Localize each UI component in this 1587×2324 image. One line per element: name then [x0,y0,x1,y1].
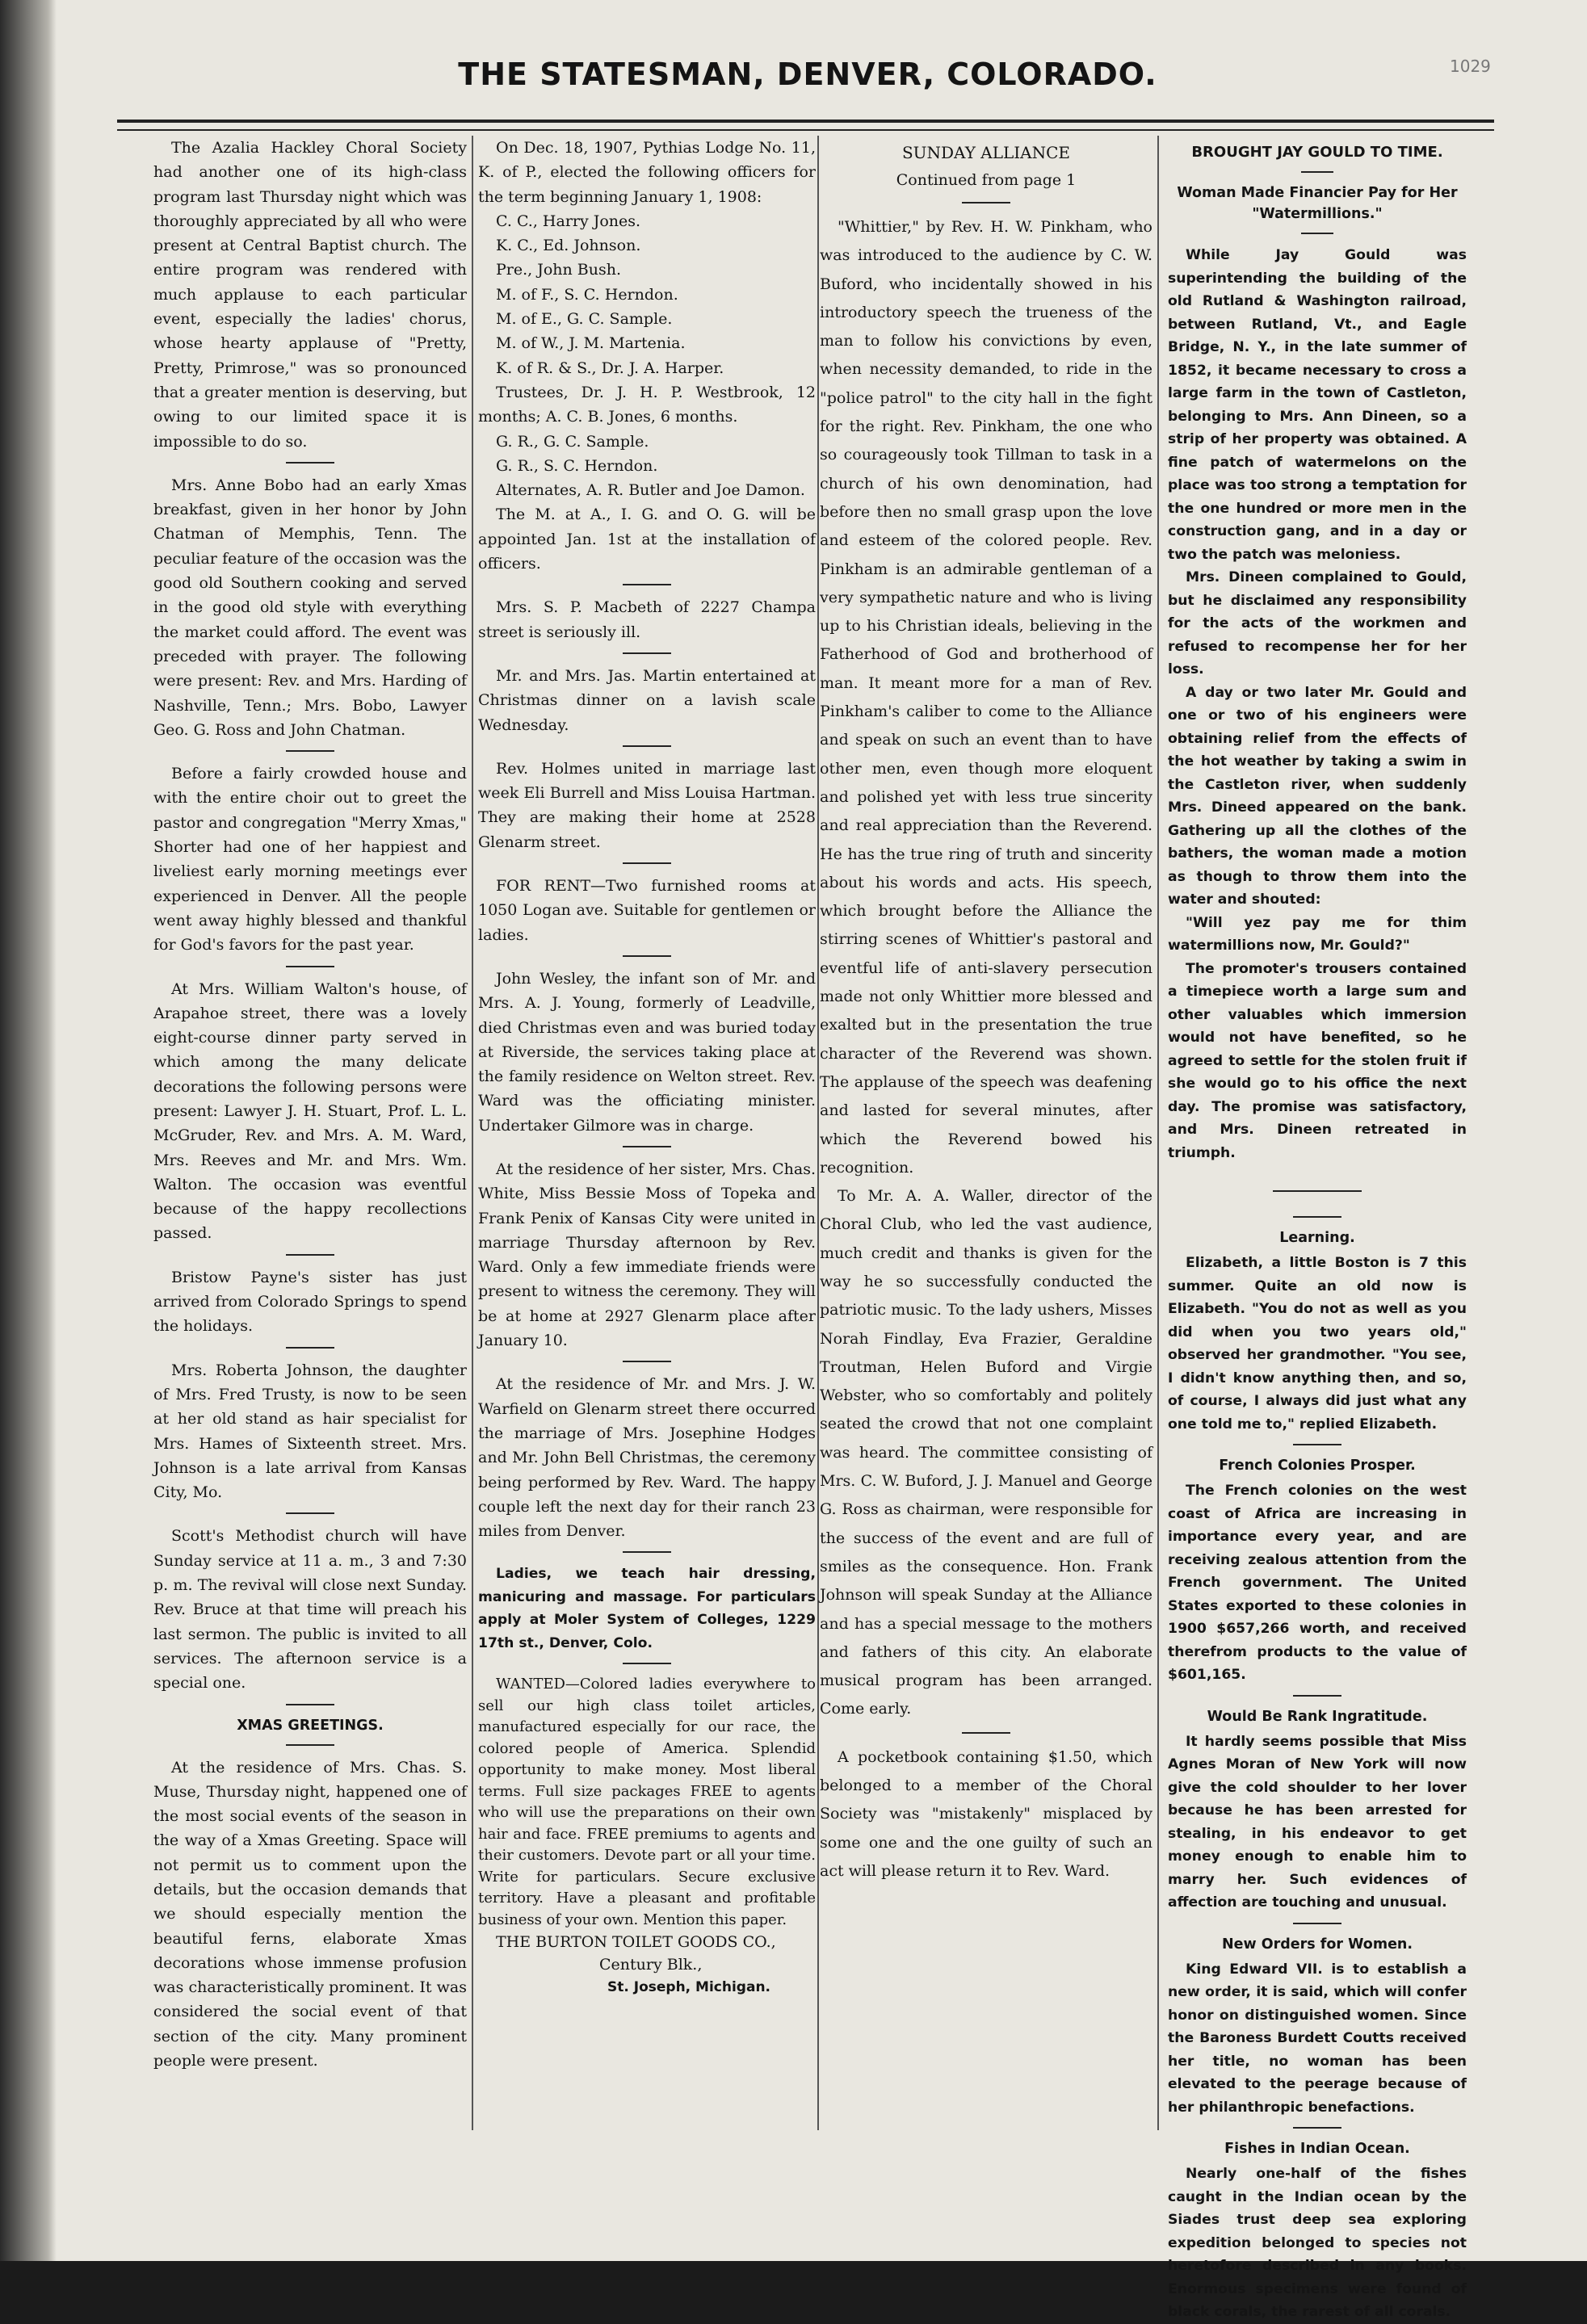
news-item: Mrs. Roberta Johnson, the daughter of Mrs. Fred Trusty, is now to be seen at her old stand as hair specialist for Mrs. Hames of Sixteenth street. Mrs. Johnson is a late arrival from Kansas City, Mo. [153,1361,467,1502]
officer-line: Pre., John Bush. [496,261,622,279]
article-headline: Fishes in Indian Ocean. [1224,2141,1410,2157]
installation-note: The M. at A., I. G. and O. G. will be appointed Jan. 1st at the installation of officers. [478,505,816,573]
article-paragraph: A day or two later Mr. Gould and one or two of his engineers were obtaining relief from the effects of the hot weather by taking a swim in the Castleton river, when suddenly Mrs. Dineed appeared on the bank. Gathering up all the clothes of the bathers, the woman made a motion as though to throw them into the water and shouted: [1168,684,1467,908]
article-paragraph: It hardly seems possible that Miss Agnes Moran of New York will now give the cold shoulder to her lover because he has been arrested for stealing, in his endeavor to get money enough to enable him to marry her. Such evidences of affection are touching and unusual. [1168,1733,1467,1911]
separator [286,966,334,967]
column-2 [478,136,816,2154]
news-item: Rev. Holmes united in marriage last week Eli Burrell and Miss Louisa Hartman. They are making their home at 2528 Glenarm street. [478,759,816,851]
separator [286,750,334,752]
news-item: Mr. and Mrs. Jas. Martin entertained at Christmas dinner on a lavish scale Wednesday. [478,666,816,734]
ad-city: St. Joseph, Michigan. [607,1979,770,1996]
news-item: Mrs. Anne Bobo had an early Xmas breakfast, given in her honor by John Chatman of Memphis, Tenn. The peculiar feature of the occasion was the good old Southern cooking and served in the good old style with everything the market could afford. The event was preceded with prayer. The following were present: Rev. and Mrs. Harding of Nashville, Tenn.; Mrs. Bobo, Lawyer Geo. G. Ross and John Chatman. [153,476,467,739]
article-paragraph: King Edward VII. is to establish a new order, it is said, which will confer honor on distinguished women. Since the Baroness Burdett Coutts received her title, no woman has been elevated to the peerage because of her philanthropic benefactions. [1168,1961,1467,2116]
separator [286,1254,334,1256]
news-item: John Wesley, the infant son of Mr. and Mrs. A. J. Young, formerly of Leadville, died Christmas even and was buried today at Riverside, the services taking place at the family residence on Welton street. Rev. Ward was the officiating minister. Undertaker Gilmore was in charge. [478,969,816,1135]
masthead-rule-thin [117,129,1494,131]
page-edge-shadow [0,0,57,2261]
article-paragraph: Elizabeth, a little Boston is 7 this summer. Quite an old now is Elizabeth. "You do not as well as you did when you two years old," observed her grandmother. "You see, I didn't know anything then, and so, of course, I always did just what any one told me to," replied Elizabeth. [1168,1255,1467,1433]
officer-line: M. of F., S. C. Herndon. [496,285,678,304]
separator [286,1704,334,1705]
column-rule [1157,136,1159,2130]
column-4 [1168,136,1467,2320]
trustees-line: Trustees, Dr. J. H. P. Westbrook, 12 months; A. C. B. Jones, 6 months. [478,383,816,426]
article-paragraph: The promoter's trousers contained a timepiece worth a large sum and other valuables which immersion would not have benefited, so he agreed to settle for the stolen fruit if she would go to his office the next day. The promise was satisfactory, and Mrs. Dineen retreated in triumph. [1168,960,1467,1161]
toilet-goods-ad: WANTED—Colored ladies everywhere to sell our high class toilet articles, manufactured especially for our race, the colored people of America. Splendid opportunity to make money. Most liberal terms. Full size packages FREE to agents who will use the preparations on their own hair and face. FREE premiums to agents and their customers. Devote part or all your time. Write for particulars. Secure exclusive territory. Have a pleasant and profitable business of your own. Mention this paper. [478,1676,816,1928]
article-subhead: Woman Made Financier Pay for Her "Watermillions." [1177,185,1458,222]
separator [623,1663,671,1664]
article-subhead: Continued from page 1 [896,171,1077,189]
separator [623,862,671,864]
news-item: At the residence of Mr. and Mrs. J. W. Warfield on Glenarm street there occurred the marriage of Mrs. Josephine Hodges and Mr. John Bell Christmas, the ceremony being performed by Rev. Ward. The happy couple left the next day for their ranch 23 miles from Denver. [478,1375,816,1541]
ad-building: Century Blk., [599,1956,703,1974]
separator [623,955,671,957]
separator [623,1361,671,1362]
article-headline: Learning. [1279,1230,1355,1246]
officer-line: K. C., Ed. Johnson. [496,237,641,255]
separator [1293,1444,1341,1445]
separator [623,1146,671,1147]
article-paragraph: To Mr. A. A. Waller, director of the Choral Club, who led the vast audience, much credit and thanks is given for the way he so successfully conducted the patriotic music. To the lady ushers, Misses Norah Findlay, Eva Frazier, Geraldine Troutman, Helen Buford and Virgie Webster, who so comfortably and politely seated the crowd that not one complaint was heard. The committee consisting of Mrs. C. W. Buford, J. J. Manuel and George G. Ross as chairman, were responsible for the success of the event and are full of smiles as the consequence. Hon. Frank Johnson will speak Sunday at the Alliance and has a special message to the mothers and fathers of this city. An elaborate musical program has been arranged. Come early. [820,1187,1152,1718]
officer-line: M. of E., G. C. Sample. [496,310,673,329]
separator [286,462,334,464]
masthead: THE STATESMAN, DENVER, COLORADO. [458,57,1157,92]
separator [962,1732,1010,1734]
separator [1301,171,1333,173]
article-paragraph: "Will yez pay me for thim watermillions now, Mr. Gould?" [1168,914,1467,954]
news-item: Mrs. S. P. Macbeth of 2227 Champa street is seriously ill. [478,598,816,641]
classified-ad: FOR RENT—Two furnished rooms at 1050 Logan ave. Suitable for gentlemen or ladies. [478,877,816,944]
news-item: The Azalia Hackley Choral Society had another one of its high-class program last Thursday night which was thoroughly appreciated by all who were present at Central Baptist church. The entire program was rendered with much applause to each particular event, especially the ladies' chorus, whose hearty applause of "Pretty, Pretty, Primrose," was so pronounced that a greater mention is deserving, but owing to our limited space it is impossible to do so. [153,139,467,451]
masthead-rule [117,120,1494,123]
column-rule [817,136,819,2130]
column-1 [153,136,467,2154]
article-headline: New Orders for Women. [1221,1936,1413,1953]
article-headline: Would Be Rank Ingratitude. [1207,1708,1428,1725]
separator [962,202,1010,203]
separator [623,652,671,654]
hair-dressing-ad: Ladies, we teach hair dressing, manicuring and massage. For particulars apply at Moler System of Colleges, 1229 17th st., Denver, Colo. [478,1566,816,1651]
article-headline: BROUGHT JAY GOULD TO TIME. [1191,144,1443,161]
article-headline: French Colonies Prosper. [1219,1458,1416,1474]
column-3 [820,136,1152,2154]
separator [286,1744,334,1746]
separator [1293,1923,1341,1924]
news-item: A pocketbook containing $1.50, which belonged to a member of the Choral Society was "mistakenly" misplaced by some one and the one guilty of such an act will please return it to Rev. Ward. [820,1747,1152,1880]
article-paragraph: Nearly one-half of the fishes caught in the Indian ocean by the Siades trust deep sea exploring expedition belonged to species not heretofore described in any books. Enormous specimens were found of black corals, the rarest of all corals. [1168,2166,1467,2320]
column-rule [472,136,473,2130]
news-item: At the residence of her sister, Mrs. Chas. White, Miss Bessie Moss of Topeka and Frank Penix of Kansas City were united in marriage Thursday afternoon by Rev. Ward. Only a few immediate friends were present to witness the ceremony. They will be at home at 2927 Glenarm place after January 10. [478,1160,816,1350]
news-item: At the residence of Mrs. Chas. S. Muse, Thursday night, happened one of the most social events of the season in the way of a Xmas Greeting. Space will not permit us to comment upon the details, but the occasion demands that we should especially mention the beautiful ferns, elaborate Xmas decorations whose immense profusion was characteristically prominent. It was considered the social event of that section of the city. Many prominent people were present. [153,1758,467,2070]
alternates-line: Alternates, A. R. Butler and Joe Damon. [496,481,805,500]
article-paragraph: "Whittier," by Rev. H. W. Pinkham, who was introduced to the audience by C. W. Buford, who incidentally showed in his introductory speech the trueness of the man to follow his convictions by even, when necessity demanded, to ride in the "police patrol" to the city hall in the fight for the right. Rev. Pinkham, the one who so courageously took Tillman to task in a church of his own denomination, had before then no small grasp upon the love and esteem of the colored people. Rev. Pinkham is an admirable gentleman of a very sympathetic nature and who is living up to his Christian ideals, believing in the Fatherhood of God and brotherhood of man. It meant more for a man of Rev. Pinkham's caliber to come to the Alliance and speak on such an event than to have other men, even though more eloquent and polished yet with less true sincerity and real appreciation than the Reverend. He has the true ring of truth and sincerity about his words and acts. His speech, which brought before the Alliance the stirring scenes of Whittier's pastoral and eventful life of anti-slavery persecution made not only Whittier more blessed and exalted but in the presentation the true character of the Reverend was shown. The applause of the speech was deafening and lasted for several minutes, after which the Reverend bowed his recognition. [820,218,1152,1177]
article-paragraph: Mrs. Dineen complained to Gould, but he disclaimed any responsibility for the acts of the workmen and refused to recompense her for her loss. [1168,569,1467,677]
article-headline: SUNDAY ALLIANCE [901,143,1071,162]
officer-line: M. of W., J. M. Martenia. [496,334,686,353]
separator [286,1512,334,1514]
separator [623,584,671,585]
officer-line: C. C., Harry Jones. [496,212,641,230]
officer-line: G. R., G. C. Sample. [496,432,649,451]
news-item: Scott's Methodist church will have Sunday service at 11 a. m., 3 and 7:30 p. m. The revival will close next Sunday. Rev. Bruce at that time will preach his last sermon. The public is invited to all services. The afternoon service is a special one. [153,1527,467,1693]
officer-line: G. R., S. C. Herndon. [496,456,658,475]
separator [1273,1190,1362,1192]
section-heading: XMAS GREETINGS. [237,1717,384,1734]
officer-line: K. of R. & S., Dr. J. A. Harper. [496,359,724,377]
article-paragraph: The French colonies on the west coast of Africa are increasing in importance every year, and are receiving zealous attention from the French government. The United States exported to these colonies in 1900 $657,266 worth, and received therefrom products to the value of $601,165. [1168,1483,1467,1683]
news-item: Bristow Payne's sister has just arrived from Colorado Springs to spend the holidays. [153,1268,467,1336]
separator [623,1551,671,1553]
separator [1293,1695,1341,1697]
separator [1301,233,1333,234]
article-paragraph: While Jay Gould was superintending the building of the old Rutland & Washington railroad, between Rutland, Vt., and Eagle Bridge, N. Y., in the late summer of 1852, it became necessary to cross a large farm in the town of Castleton, belonging to Mrs. Ann Dineen, so a strip of her property was obtained. A fine patch of watermelons on the place was too strong a temptation for the one hundred or more men in the construction gang, and in a day or two the patch was meloniess. [1168,247,1467,563]
lodge-intro: On Dec. 18, 1907, Pythias Lodge No. 11, K. of P., elected the following officers for the term beginning January 1, 1908: [478,139,816,206]
separator [286,1347,334,1349]
news-item: Before a fairly crowded house and with the entire choir out to greet the pastor and congregation "Merry Xmas," Shorter had one of her happiest and liveliest early morning meetings ever experienced in Denver. All the people went away highly blessed and thankful for God's favors for the past year. [153,765,467,954]
separator [1293,2127,1341,2129]
ad-company: THE BURTON TOILET GOODS CO., [496,1933,776,1952]
news-item: At Mrs. William Walton's house, of Arapahoe street, there was a lovely eight-course dinner party served in which among the many delicate decorations the following persons were present: Lawyer J. H. Stuart, Prof. L. L. McGruder, Rev. and Mrs. A. M. Ward, Mrs. Reeves and Mr. and Mrs. Wm. Walton. The occasion was eventful because of the happy recollections passed. [153,980,467,1243]
page-mark: 1029 [1450,57,1491,76]
separator [623,745,671,747]
separator [1293,1216,1341,1218]
